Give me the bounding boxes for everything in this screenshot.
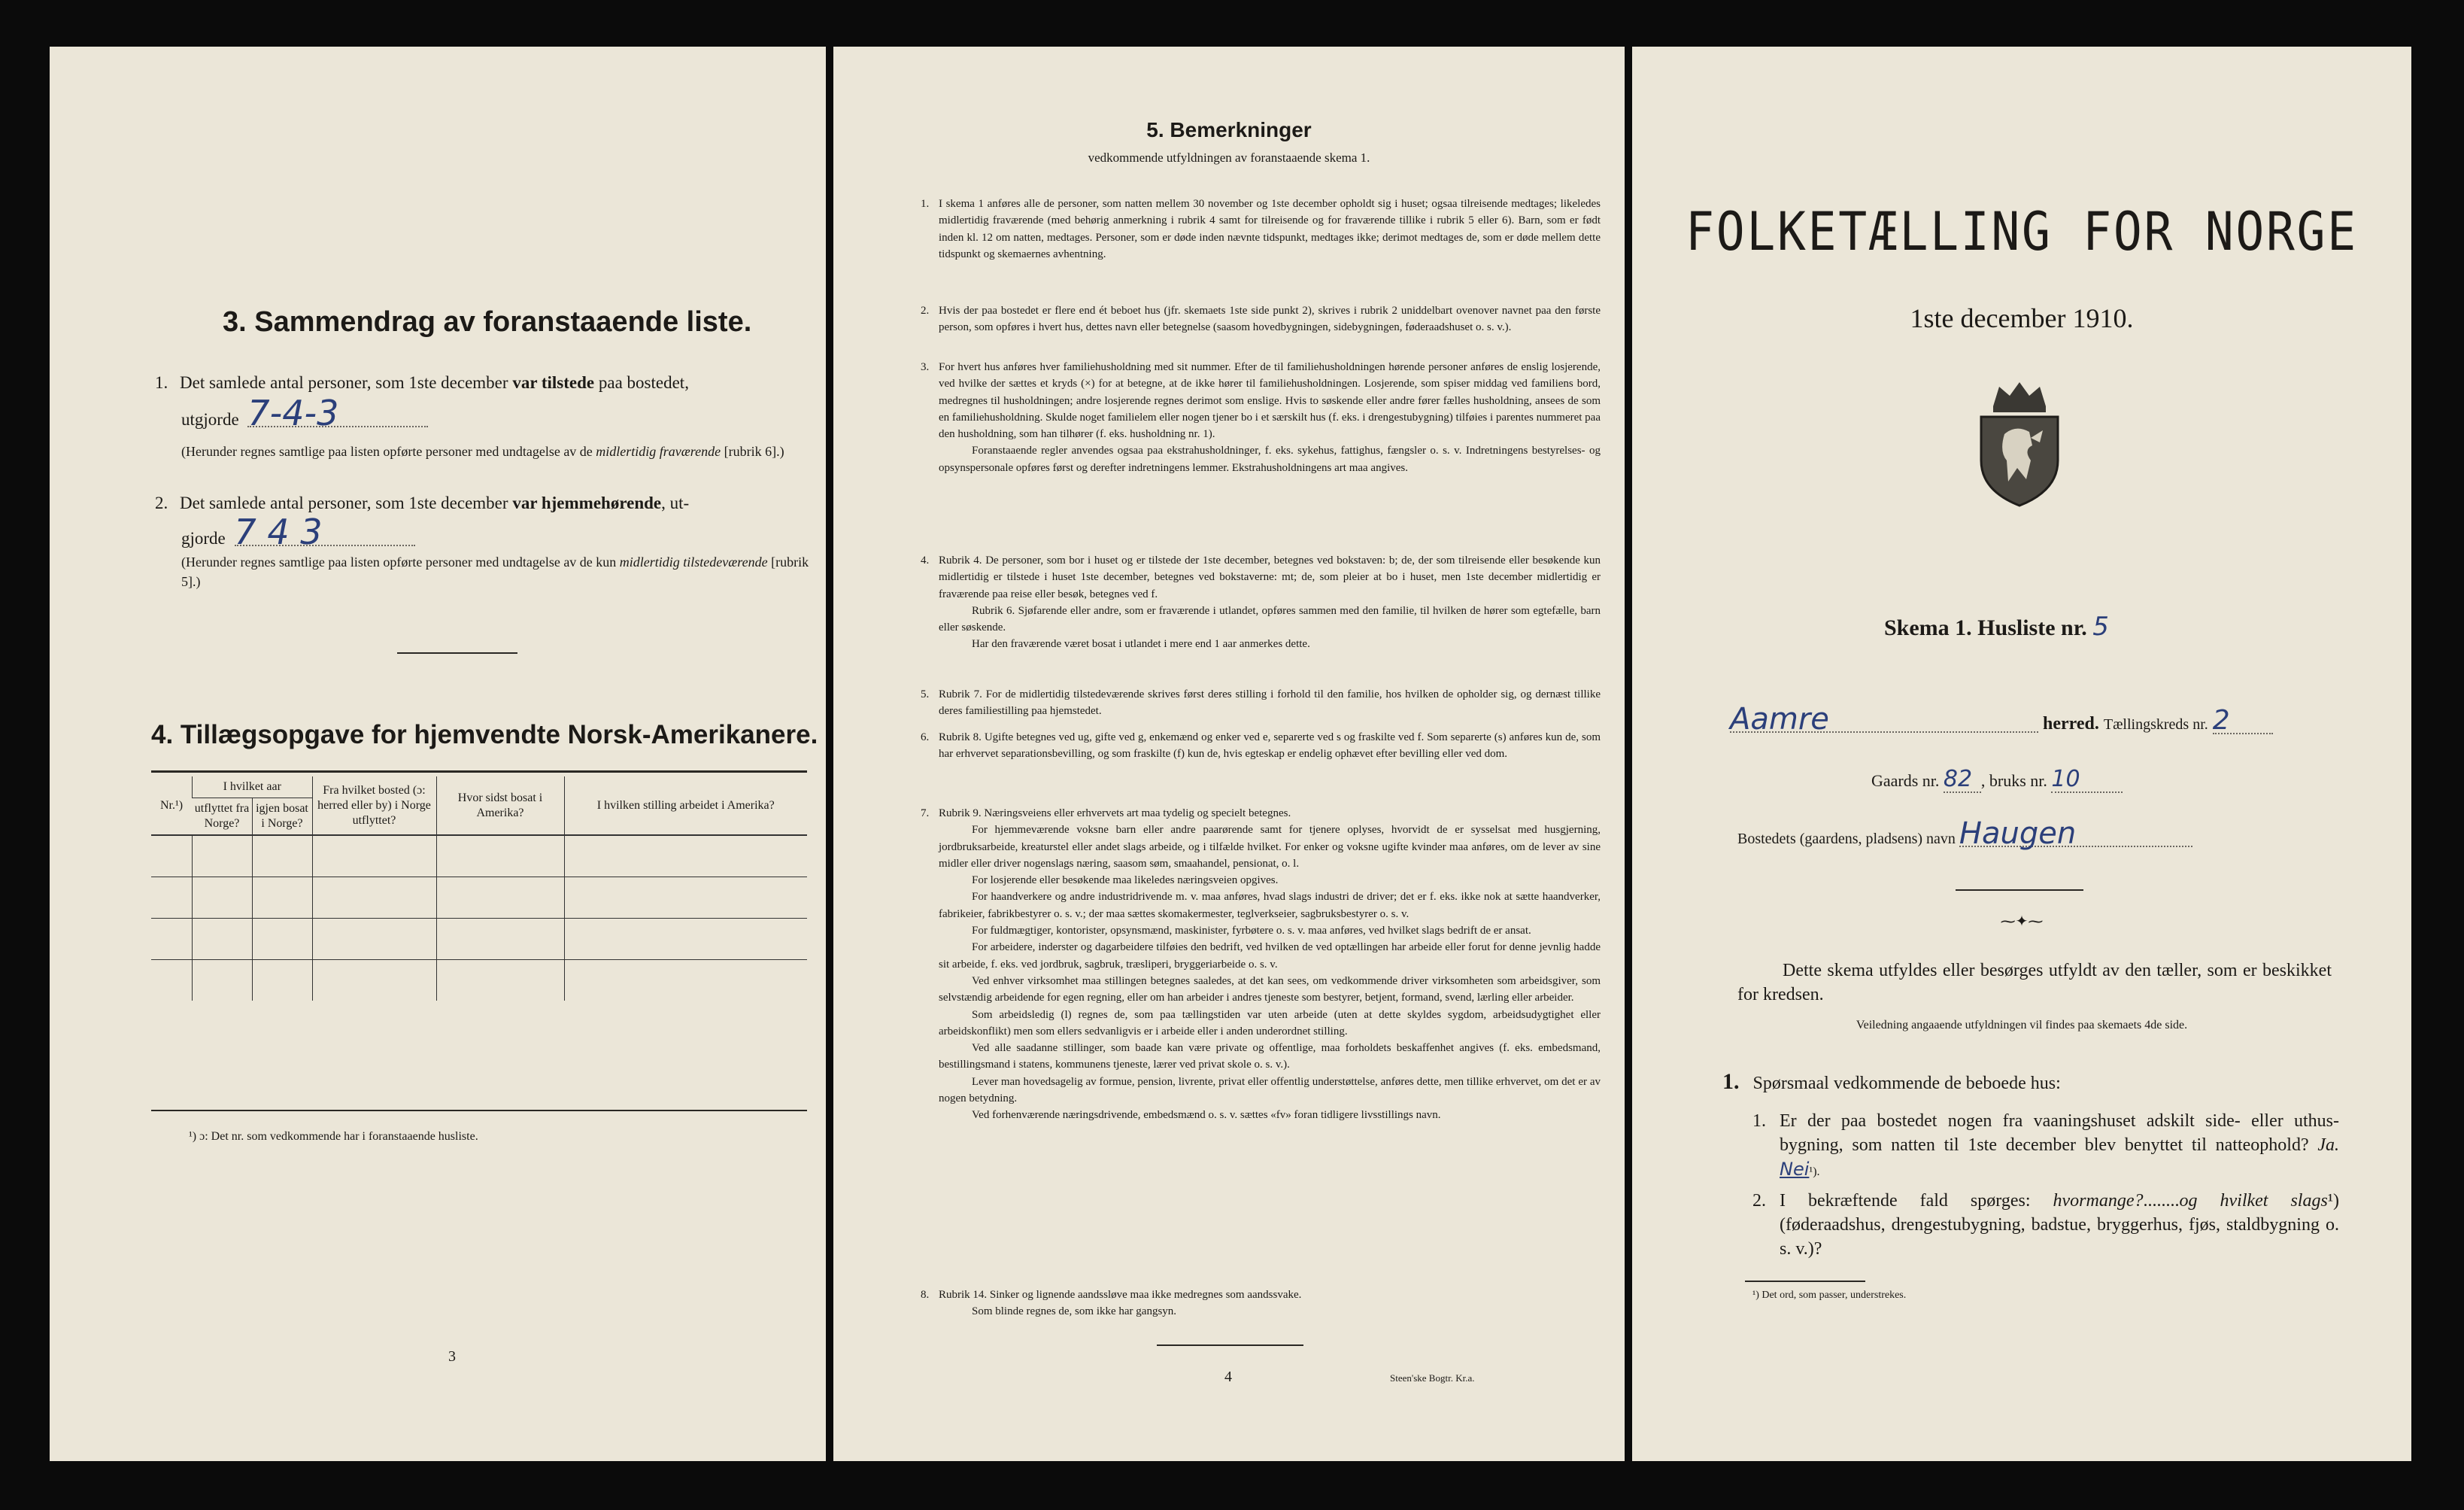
herred-line: Aamre herred. Tællingskreds nr. 2 bbox=[1730, 707, 2392, 737]
remark-item bbox=[921, 359, 1601, 476]
remark-number: 1. bbox=[921, 198, 930, 210]
col-igjen-bosat: igjen bosat i Norge? bbox=[252, 798, 312, 836]
remark-paragraph: Hvis der paa bostedet er flere end ét beboet hus (jfr. skemaets 1ste side punkt 2), skrives i rubrik 2 uniddelbart ovenover navnet paa den første person, som opføres i hvert hus, dettes navn eller betegnelse (saasom hovedbygningen, sidebygningen, føderaadshuset o. s. v.). bbox=[939, 305, 1601, 334]
table-row bbox=[151, 919, 807, 960]
bruks-value: 10 bbox=[2051, 767, 2123, 793]
answer-nei: Nei bbox=[1780, 1159, 1810, 1180]
bosted-line: Bostedets (gaardens, pladsens) navn Haugen bbox=[1737, 822, 2192, 851]
herred-value: Aamre bbox=[1730, 707, 2038, 733]
table-row bbox=[151, 835, 807, 877]
divider bbox=[397, 652, 517, 654]
question-heading: 1. Spørsmaal vedkommende de beboede hus: bbox=[1722, 1069, 2061, 1094]
remark-paragraph: For hvert hus anføres hver familiehusholdning med sit nummer. Efter de til familiehusholdningen hørende personer anføres de enslig losjerende, ved hvilke der sættes et kryds (×) for at betegne, at de ikke hører til familiehusholdningen. Losjerende, som spiser middag ved familiens bord, medregnes til husholdningen; andre losjerende regnes derimot som enslige. Hvis to søskende eller andre fører fælles husholdning, ansees de som en familiehusholdning. Skulde noget familielem eller nogen tjener bo i et særskilt hus (f. eks. i drengestubygning) tilføies i parentes nummeret paa den husholdning, som han tilhører (f. eks. husholdning nr. 1). bbox=[939, 361, 1601, 441]
remark-item bbox=[921, 729, 1601, 763]
section-3-item-2: 2. Det samlede antal personer, som 1ste december var hjemmehørende, ut- bbox=[155, 494, 690, 512]
census-date: 1ste december 1910. bbox=[1910, 303, 2134, 333]
section-3-item-1: 1. Det samlede antal personer, som 1ste december var tilstede paa bostedet, bbox=[155, 373, 689, 392]
footnote: ¹) Det ord, som passer, understrekes. bbox=[1752, 1290, 1907, 1301]
remark-paragraph: Rubrik 14. Sinker og lignende aandssløve maa ikke medregnes som aandssvake. bbox=[939, 1289, 1302, 1301]
remark-paragraph: Rubrik 9. Næringsveiens eller erhvervets art maa tydelig og specielt betegnes. bbox=[939, 807, 1291, 819]
remark-number: 8. bbox=[921, 1289, 930, 1301]
remark-item bbox=[921, 1287, 1601, 1320]
col-hvor-bosat: Hvor sidst bosat i Amerika? bbox=[436, 776, 564, 835]
remark-number: 2. bbox=[921, 305, 930, 317]
table-row bbox=[151, 960, 807, 1001]
remark-paragraph: For haandverkere og andre industridrivende m. v. maa anføres, hvad slags industri de driver; det er f. eks. ikke nok at sætte haandverker, fabrikeier, fabrikbestyrer o. s. v.; der maa sættes skomakermester, teglverkseier, sagbruksbestyrer o. s. v. bbox=[939, 891, 1601, 920]
remark-item bbox=[921, 552, 1601, 653]
page-middle bbox=[833, 47, 1625, 1461]
intro-text: Dette skema utfyldes eller besørges utfyldt av den tæller, som er beskikket for kredsen. bbox=[1737, 961, 2332, 1004]
col-stilling: I hvilken stilling arbeidet i Amerika? bbox=[564, 776, 807, 835]
remark-number: 4. bbox=[921, 554, 930, 567]
question-1: 1. Er der paa bostedet nogen fra vaaningshuset adskilt side- eller uthus-bygning, som natten til 1ste december blev benyttet til natteophold? Ja. Nei¹). bbox=[1752, 1111, 2339, 1180]
page-number: 3 bbox=[448, 1348, 456, 1365]
remark-paragraph: Som blinde regnes de, som ikke har gangsyn. bbox=[972, 1305, 1177, 1318]
question-2: 2. I bekræftende fald spørges: hvormange?........og hvilket slags¹) (føderaadshus, drengestubygning, badstue, bryggerhus, fjøs, staldbygning o. s. v.)? bbox=[1752, 1191, 2340, 1259]
skema-line: Skema 1. Husliste nr. 5 bbox=[1884, 612, 2109, 642]
remark-paragraph: For arbeidere, inderster og dagarbeidere tilføies den bedrift, ved hvilken de ved optællingen har arbeide eller forut for denne jevnlig hadde sit arbeide, f. eks. ved jordbruk, sagbruk, træsliperi, bryggeriarbeide o. s. v. bbox=[939, 941, 1601, 971]
remark-item bbox=[921, 805, 1601, 1124]
remark-paragraph: Rubrik 8. Ugifte betegnes ved ug, gifte ved g, enkemænd og enker ved e, separerte ved s og fraskilte ved f. Som separerte (s) anføres kun de, som har erhvervet separationsbevilling, og som fraskilte (f) kun de, hvis egteskap er endelig ophævet efter bevilling eller ved dom. bbox=[939, 731, 1601, 761]
printer-mark: Steen'ske Bogtr. Kr.a. bbox=[1390, 1372, 1475, 1384]
col-group-year: I hvilket aar bbox=[193, 776, 313, 798]
item-number: 1. bbox=[155, 373, 168, 392]
remarks-subheading: vedkommende utfyldningen av foranstaaende skema 1. bbox=[1088, 150, 1370, 165]
col-utflyttet: utflyttet fra Norge? bbox=[193, 798, 253, 836]
table-footnote: ¹) ɔ: Det nr. som vedkommende har i foranstaaende husliste. bbox=[189, 1130, 478, 1143]
veiledning-text: Veiledning angaaende utfyldningen vil findes paa skemaets 4de side. bbox=[1856, 1019, 2188, 1031]
remark-paragraph: Rubrik 6. Sjøfarende eller andre, som er fraværende i utlandet, opføres sammen med den familie, til hvilken de hører som egtefælle, barn eller søskende. bbox=[939, 604, 1601, 634]
remark-number: 7. bbox=[921, 807, 930, 819]
remark-paragraph: Ved alle saadanne stillinger, som baade kan være private og offentlige, maa forholdets beskaffenhet angives (f. eks. embedsmand, bestillingsmand i statens, kommunens tjeneste, lærer ved privat skole o. s. v.). bbox=[939, 1042, 1601, 1071]
remark-paragraph: Som arbeidsledig (l) regnes de, som paa tællingstiden var uten arbeide (uten at dette skyldes sygdom, arbeidsudygtighet eller arbeidskonflikt) men som ellers sedvanligvis er i arbeide eller i anden underordnet stilling. bbox=[939, 1008, 1601, 1038]
col-nr: Nr.¹) bbox=[151, 776, 193, 835]
remark-paragraph: Rubrik 7. For de midlertidig tilstedeværende skrives først deres stilling i forhold til den familie, hos hvilken de opholder sig, og dernæst tillike deres familiestilling paa hjemstedet. bbox=[939, 688, 1601, 718]
gaards-line: Gaards nr. 82 , bruks nr. 10 bbox=[1871, 767, 2123, 793]
page-right bbox=[1632, 47, 2411, 1461]
remark-item bbox=[921, 686, 1601, 720]
coat-of-arms-icon bbox=[1971, 378, 2068, 509]
section-4-heading: 4. Tillægsopgave for hjemvendte Norsk-Amerikanere. bbox=[151, 720, 818, 749]
page-number: 4 bbox=[1224, 1369, 1232, 1385]
census-title: FOLKETÆLLING FOR NORGE bbox=[1686, 201, 2358, 263]
col-fra-bosted: Fra hvilket bosted (ɔ: herred eller by) i Norge utflyttet? bbox=[312, 776, 436, 835]
remark-paragraph: For fuldmægtiger, kontorister, opsynsmænd, maskinister, fyrbøtere o. s. v. maa anføres, ved hvilket slags bedrift de er ansat. bbox=[972, 925, 1531, 937]
remark-paragraph: For hjemmeværende voksne barn eller andre paarørende samt for tjenere oplyses, hvorvidt de er sysselsat med husgjerning, jordbruksarbeide, kreaturstel eller andet slags arbeide, og i tilfælde hvilket. For enker og voksne ugifte kvinder maa anføres, om de lever av sine midler eller driver nogenslags næring, saasom søm, smaahandel, pensionat, o. l. bbox=[939, 824, 1601, 870]
total-resident-value: 7 4 3 bbox=[235, 519, 415, 546]
remark-number: 6. bbox=[921, 731, 930, 743]
remark-number: 3. bbox=[921, 361, 930, 373]
remark-number: 5. bbox=[921, 688, 930, 700]
remark-paragraph: Foranstaaende regler anvendes ogsaa paa ekstrahusholdninger, f. eks. sykehus, fattighus, fængsler o. s. v. Indretningens bestyrelses- og opsynspersonale opføres først og derefter indretningens lemmer. Ekstrahusholdningens art maa angives. bbox=[939, 445, 1601, 474]
remark-paragraph: Lever man hovedsagelig av formue, pension, livrente, privat eller offentlig understøttelse, anføres dette, men tillike erhvervet, om det er av nogen betydning. bbox=[939, 1075, 1601, 1105]
remark-paragraph: Ved forhenværende næringsdrivende, embedsmænd o. s. v. sættes «fv» foran tidligere livsstillings navn. bbox=[972, 1109, 1441, 1122]
section-3-heading: 3. Sammendrag av foranstaaende liste. bbox=[223, 306, 752, 338]
total-present-value: 7-4-3 bbox=[247, 400, 428, 427]
gaards-value: 82 bbox=[1944, 767, 1981, 793]
bosted-value: Haugen bbox=[1959, 822, 2192, 847]
krets-value: 2 bbox=[2213, 709, 2273, 734]
ornament-icon: ⁓✦⁓ bbox=[2000, 913, 2044, 930]
remark-paragraph: For losjerende eller besøkende maa likeledes næringsveien opgives. bbox=[972, 874, 1279, 887]
remark-paragraph: Har den fraværende været bosat i utlandet i mere end 1 aar anmerkes dette. bbox=[972, 638, 1310, 651]
remark-paragraph: I skema 1 anføres alle de personer, som natten mellem 30 november og 1ste december opholdt sig i huset; ogsaa tilreisende medtages; likeledes midlertidig fraværende (med behørig anmerkning i rubrik 4 samt for tilreisende og for fraværende tillike i rubrik 5 eller 6). Barn, som er født inden kl. 12 om natten, medtages. Personer, som er døde inden nævnte tidspunkt, medtages ikke; derimot medtages de, som er døde mellem dette tidspunkt og skemaernes avhentning. bbox=[939, 198, 1601, 260]
norsk-amerikanere-table bbox=[151, 776, 807, 1001]
remark-item bbox=[921, 302, 1601, 336]
table-row bbox=[151, 877, 807, 919]
section-3-note-2: (Herunder regnes samtlige paa listen opførte personer med undtagelse av de kun midlertidig tilstedeværende [rubrik 5].) bbox=[181, 554, 809, 589]
remarks-heading: 5. Bemerkninger bbox=[1146, 118, 1312, 141]
page-left: 3. Sammendrag av foranstaaende liste. 1. Det samlede antal personer, som 1ste december var tilstede paa bostedet, utgjorde 7-4-3 (Herunder regnes samtlige paa listen opførte personer med undtagelse av de midlertidig fraværende [rubrik 6].) 2. Det samlede antal personer, som 1ste december var hjemmehørende, ut- gjorde 7 4 3 (Herunder regnes samtlige paa listen opførte personer med undtagelse av de kun midlertidig tilstedeværende [rubrik 5].) 4. Tillægsopgave for hjemvendte Norsk-Amerikanere. Nr.¹) I hvilket aar Fra hvilket bosted (ɔ: herred eller by) i Norge utflyttet? Hvor sidst bosat i Amerika? I hvilken stilling arbeidet i Amerika? utflyttet fra Norge? igjen bosat i Norge? ¹) ɔ: Det nr. som vedkommende har i foranstaaende husliste. 3 bbox=[50, 47, 826, 1461]
remark-item bbox=[921, 196, 1601, 263]
remark-paragraph: Ved enhver virksomhet maa stillingen betegnes saaledes, at det kan sees, om vedkommende driver virksomheten som arbeidsgiver, som selvstændig arbeidende for egen regning, eller om han arbeider i andres tjeneste som bestyrer, betjent, formand, svend, lærling eller arbeider. bbox=[939, 974, 1601, 1004]
section-3-note-1: (Herunder regnes samtlige paa listen opførte personer med undtagelse av de midlertidig fraværende [rubrik 6].) bbox=[181, 444, 784, 459]
husliste-number: 5 bbox=[2092, 612, 2109, 642]
remark-paragraph: Rubrik 4. De personer, som bor i huset og er tilstede der 1ste december, betegnes ved bokstaven: b; de, der som tilreisende eller besøkende kun midlertidig er tilstede i huset 1ste december, betegnes ved bokstaverne: mt; de, som pleier at bo i huset, men 1ste december midlertidig er fraværende paa reise eller besøk, betegnes ved f. bbox=[939, 554, 1601, 600]
